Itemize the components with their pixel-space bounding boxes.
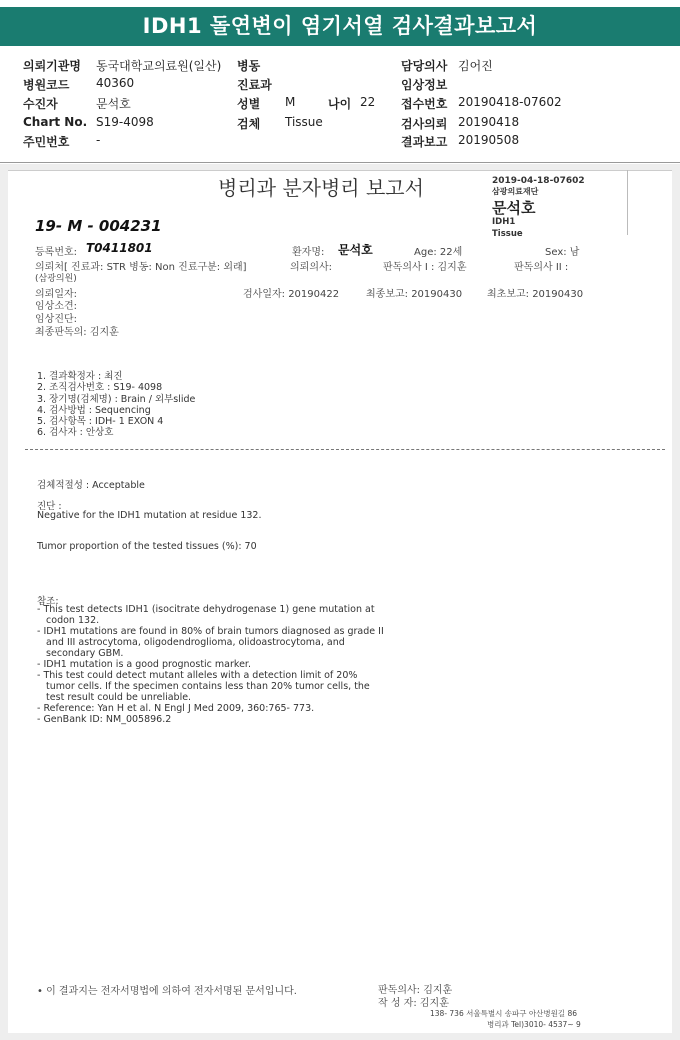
reg-label: 등록번호: — [35, 247, 78, 258]
age-label: 나이 — [328, 97, 352, 111]
clinical-findings: 임상소견: — [35, 301, 78, 312]
stamp-name: 문석호 — [492, 199, 536, 217]
case-number: 19- M - 004231 — [35, 217, 162, 235]
request-label: 검사의뢰 — [401, 117, 448, 131]
reference-line: secondary GBM. — [37, 648, 124, 659]
report-value: 20190508 — [458, 133, 520, 147]
e-signature-note: • 이 결과지는 전자서명법에 의하여 전자서명된 문서입니다. — [37, 986, 297, 997]
test-date: 검사일자: 20190422 — [243, 289, 340, 300]
report-sheet-title: 병리과 분자병리 보고서 — [218, 176, 424, 200]
patient-sex: Sex: 남 — [545, 247, 580, 258]
final-report-date: 최종보고: 20190430 — [366, 289, 463, 300]
specimen-value: Tissue — [285, 115, 323, 129]
reference-line: test result could be unreliable. — [37, 692, 192, 703]
patient-age: Age: 22세 — [414, 247, 463, 258]
clinical-label: 임상정보 — [401, 78, 448, 92]
reader-1: 판독의사 I : 김지훈 — [383, 262, 467, 273]
chart-value: S19-4098 — [96, 115, 154, 129]
requester-sub: (삼광의원) — [35, 274, 77, 284]
receipt-value: 20190418-07602 — [458, 95, 562, 109]
final-reader: 최종판독의: 김지훈 — [35, 327, 119, 338]
patient-label: 수진자 — [23, 97, 58, 111]
patient-name-value: 문석호 — [338, 243, 373, 257]
tumor-proportion: Tumor proportion of the tested tissues (%): 70 — [37, 541, 257, 552]
receipt-label: 접수번호 — [401, 97, 448, 111]
doctor-label: 담당의사 — [401, 59, 448, 73]
reference-line: - GenBank ID: NM_005896.2 — [37, 714, 172, 725]
reference-line: tumor cells. If the specimen contains less than 20% tumor cells, the — [37, 681, 370, 692]
ref-doctor: 의뢰의사: — [290, 262, 333, 273]
stamp-org: 삼광의료재단 — [492, 187, 539, 196]
rrn-value: - — [96, 133, 101, 147]
reg-value: T0411801 — [86, 241, 153, 255]
item-3: 3. 장기명(검체명) : Brain / 외부slide — [37, 394, 196, 405]
stamp-test: IDH1 — [492, 217, 516, 227]
section-divider — [25, 449, 665, 450]
reference-line: - IDH1 mutation is a good prognostic marker. — [37, 659, 251, 670]
header-divider — [0, 162, 680, 163]
dept-label: 진료과 — [237, 78, 272, 92]
sex-label: 성별 — [237, 97, 261, 111]
code-value: 40360 — [96, 76, 135, 90]
reference-line: - IDH1 mutations are found in 80% of brain tumors diagnosed as grade II — [37, 626, 384, 637]
reference-line: - This test could detect mutant alleles with a detection limit of 20% — [37, 670, 358, 681]
stamp-id: 2019-04-18-07602 — [492, 176, 585, 186]
item-6: 6. 검사자 : 안상호 — [37, 427, 114, 438]
reference-line: - Reference: Yan H et al. N Engl J Med 2009, 360:765- 773. — [37, 703, 315, 714]
clinical-diagnosis: 임상진단: — [35, 314, 78, 325]
patient-value: 문석호 — [96, 97, 131, 111]
item-5: 5. 검사항목 : IDH- 1 EXON 4 — [37, 416, 164, 427]
specimen-label: 검체 — [237, 117, 261, 131]
footer-address: 138- 736 서울특별시 송파구 아산병원길 86 — [430, 1009, 577, 1018]
ward-label: 병동 — [237, 59, 261, 73]
doctor-value: 김어진 — [458, 59, 493, 73]
item-4: 4. 검사방법 : Sequencing — [37, 405, 151, 416]
adequacy: 검체적절성 : Acceptable — [37, 480, 145, 491]
patient-name-label: 환자명: — [292, 247, 325, 258]
hospital-label: 의뢰기관명 — [23, 59, 81, 73]
request-date: 의뢰일자: — [35, 289, 78, 300]
footer-tel: 병리과 Tel)3010- 4537~ 9 — [487, 1020, 581, 1029]
diagnosis-text: Negative for the IDH1 mutation at residue 132. — [37, 510, 262, 521]
report-label: 결과보고 — [401, 135, 448, 149]
footer-reader: 판독의사: 김지훈 — [378, 985, 453, 996]
hospital-value: 동국대학교의료원(일산) — [96, 59, 222, 73]
reference-line: codon 132. — [37, 615, 100, 626]
reference-label: 참조: — [37, 596, 59, 607]
reference-line: and III astrocytoma, oligodendroglioma, olidoastrocytoma, and — [37, 637, 345, 648]
stamp-divider — [627, 170, 628, 235]
item-2: 2. 조직검사번호 : S19- 4098 — [37, 382, 163, 393]
request-value: 20190418 — [458, 115, 520, 129]
reference-line: - This test detects IDH1 (isocitrate dehydrogenase 1) gene mutation at — [37, 604, 375, 615]
reader-2: 판독의사 II : — [514, 262, 569, 273]
chart-label: Chart No. — [23, 115, 88, 129]
first-report-date: 최초보고: 20190430 — [487, 289, 584, 300]
footer-writer: 작 성 자: 김지훈 — [378, 998, 449, 1009]
report-title-banner: IDH1 돌연변이 염기서열 검사결과보고서 — [0, 7, 680, 46]
sex-value: M — [285, 95, 296, 109]
code-label: 병원코드 — [23, 78, 70, 92]
item-1: 1. 결과확정자 : 최진 — [37, 371, 123, 382]
rrn-label: 주민번호 — [23, 135, 70, 149]
diagnosis-label: 진단 : — [37, 501, 62, 512]
requester: 의뢰처[ 진료과: STR 병동: Non 진료구분: 외래] — [35, 262, 247, 273]
stamp-specimen: Tissue — [492, 229, 523, 239]
age-value: 22 — [360, 95, 376, 109]
